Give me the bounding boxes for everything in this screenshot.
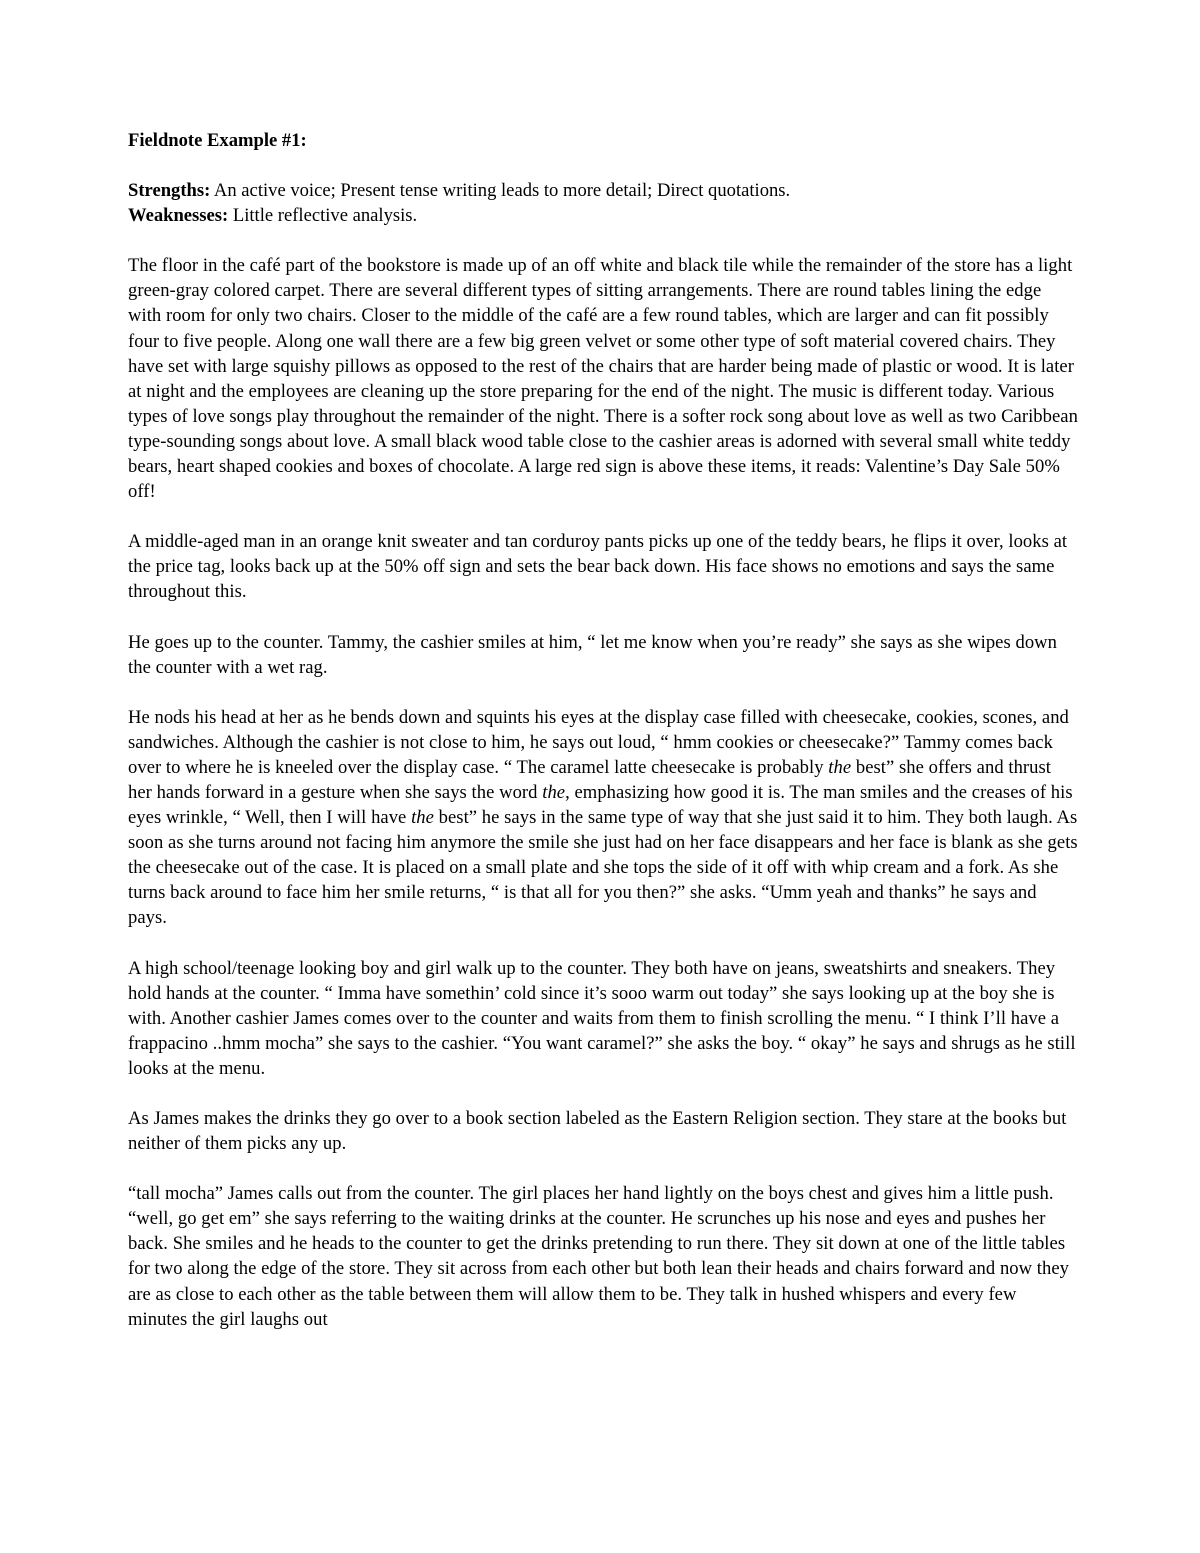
strengths-label: Strengths:	[128, 180, 211, 202]
paragraph-counter-tammy: He goes up to the counter. Tammy, the cashier smiles at him, “ let me know when you’re ready” she says as she wipes down the counter with a wet rag.	[128, 631, 1057, 678]
paragraph-man-teddy-bear: A middle-aged man in an orange knit sweater and tan corduroy pants picks up one of the teddy bears, he flips it over, looks at the price tag, looks back up at the 50% off sign and sets the bear back down. His face shows no emotions and says the same throughout this.	[128, 531, 1068, 603]
paragraph-text-segment: best” he says in the same type of way that she just said it to him. They both laugh. As soon as she turns around not facing him anymore the smile she just had on her face disappears and her face is blank as she gets the cheesecake out of the case. It is placed on a small plate and she tops the side of it off with whip cream and a fork. As she turns back around to face him her smile returns, “ is that all for you then?” she asks. “Umm yeah and thanks” he says and pays.	[128, 807, 1078, 929]
document-page	[128, 128, 1078, 1357]
evaluation-block	[128, 178, 1078, 228]
weaknesses-label: Weaknesses:	[128, 205, 229, 227]
paragraph-cafe-description: The floor in the café part of the bookstore is made up of an off white and black tile while the remainder of the store has a light green-gray colored carpet. There are several different types of sitting arrangements. There are round tables lining the edge with room for only two chairs. Closer to the middle of the café are a few round tables, which are larger and can fit possibly four to five people. Along one wall there are a few big green velvet or some other type of soft material covered chairs. They have set with large squishy pillows as opposed to the rest of the chairs that are harder being made of plastic or wood. It is later at night and the employees are cleaning up the store preparing for the end of the night. The music is different today. Various types of love songs play throughout the remainder of the night. There is a softer rock song about love as well as two Caribbean type-sounding songs about love. A small black wood table close to the cashier areas is adorned with several small white teddy bears, heart shaped cookies and boxes of chocolate. A large red sign is above these items, it reads: Valentine’s Day Sale 50% off!	[128, 255, 1078, 503]
paragraph-tall-mocha: “tall mocha” James calls out from the counter. The girl places her hand lightly on the boys chest and gives him a little push. “well, go get em” she says referring to the waiting drinks at the counter. He scrunches up his nose and eyes and pushes her back. She smiles and he heads to the counter to get the drinks pretending to run there. They sit down at one of the little tables for two along the edge of the store. They sit across from each other but both lean their heads and chairs forward and now they are as close to each other as the table between them will allow them to be. They talk in hushed whispers and every few minutes the girl laughs out	[128, 1183, 1070, 1330]
paragraph-cheesecake	[128, 705, 1078, 931]
weaknesses-text: Little reflective analysis.	[228, 205, 418, 227]
emphasis-word: the	[542, 781, 566, 803]
strengths-line	[128, 178, 1078, 203]
paragraph-text-segment: He nods his head at her as he bends down and squints his eyes at the display case filled with cheesecake, cookies, scones, and sandwiches. Although the cashier is not close to him, he says out loud, “ hmm cookies or cheesecake?” Tammy comes back over to where he is kneeled over the display case. “ The caramel latte cheesecake is probably	[128, 706, 1069, 778]
weaknesses-line	[128, 203, 1078, 228]
paragraph-eastern-religion: As James makes the drinks they go over to a book section labeled as the Eastern Religion section. They stare at the books but neither of them picks any up.	[128, 1108, 1067, 1155]
paragraph-text-segment: best” she offers and thrust her hands forward in a gesture when she says the word	[128, 756, 1052, 803]
document-title: Fieldnote Example #1:	[128, 130, 307, 151]
paragraph-text-segment: , emphasizing how good it is. The man smiles and the creases of his eyes wrinkle, “ Well, then I will have	[128, 781, 1073, 829]
emphasis-word: the	[411, 807, 434, 829]
emphasis-word: the	[828, 756, 852, 778]
paragraph-teen-couple: A high school/teenage looking boy and girl walk up to the counter. They both have on jeans, sweatshirts and sneakers. They hold hands at the counter. “ Imma have somethin’ cold since it’s sooo warm out today” she says looking up at the boy she is with. Another cashier James comes over to the counter and waits from them to finish scrolling the menu. “ I think I’ll have a frappacino ..hmm mocha” she says to the cashier. “You want caramel?” she asks the boy. “ okay” he says and shrugs as he still looks at the menu.	[128, 957, 1076, 1079]
strengths-text: An active voice; Present tense writing leads to more detail; Direct quotations.	[210, 180, 791, 202]
